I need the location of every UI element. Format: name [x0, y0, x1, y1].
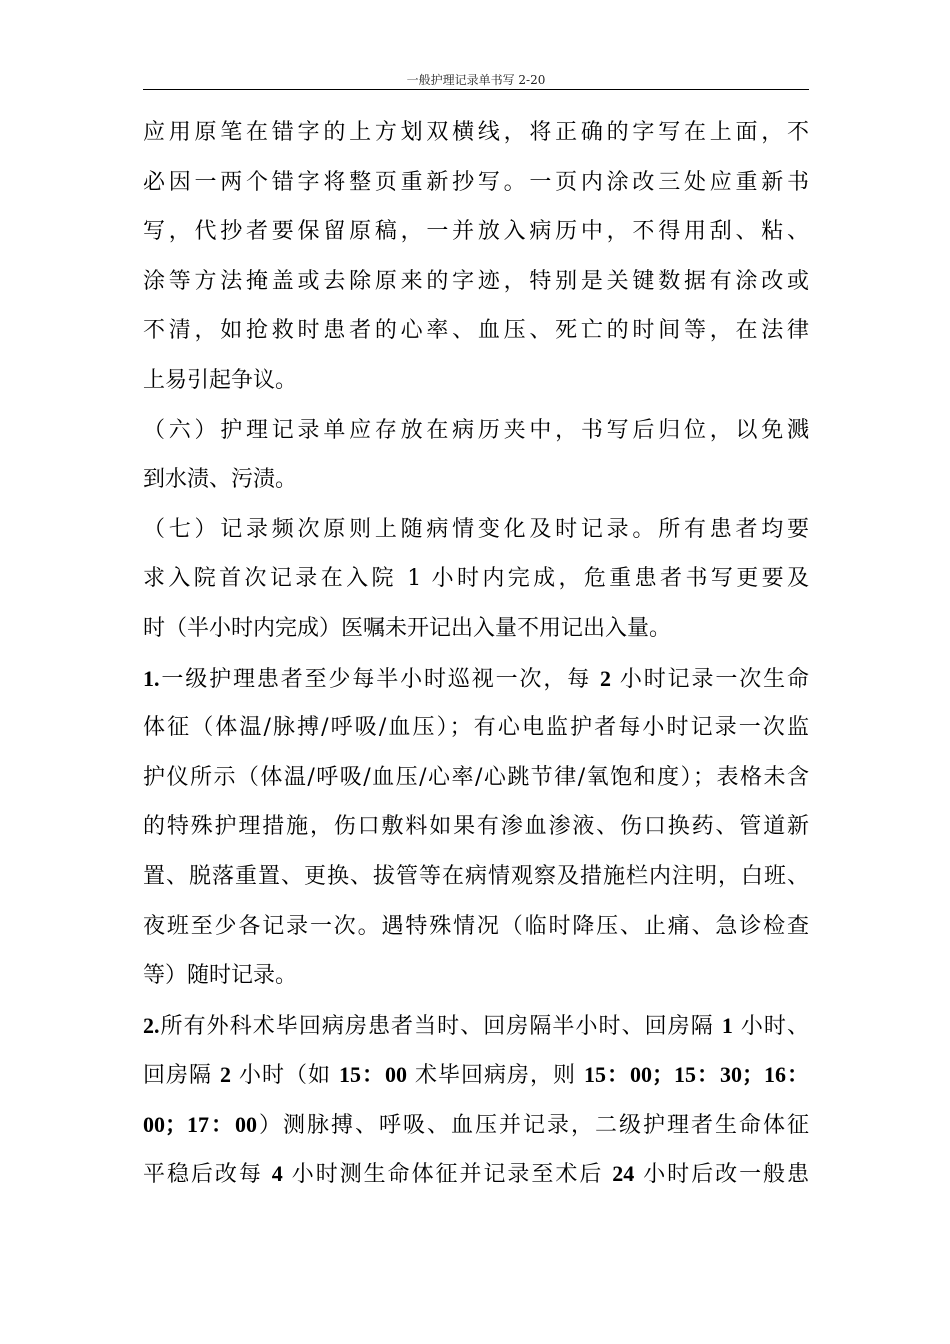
- text-line: 上易引起争议。: [143, 367, 298, 393]
- page-header: 一般护理记录单书写 2-20: [406, 73, 546, 87]
- item1-line: 等）随时记录。: [143, 963, 298, 989]
- text-line: 写，代抄者要保留原稿，一并放入病历中，不得用刮、粘、: [143, 219, 809, 245]
- item1-line: 护仪所示（体温/呼吸/血压/心率/心跳节律/氧饱和度）；表格未含: [143, 764, 809, 790]
- item1-line: 体征（体温/脉搏/呼吸/血压）；有心电监护者每小时记录一次监: [143, 715, 809, 741]
- item2-line: 回房隔 2 小时（如 15：00 术毕回病房，则 15：00；15：30；16：: [143, 1062, 809, 1089]
- section-six-line: 到水渍、污渍。: [143, 467, 298, 493]
- item2-first-line: 2.所有外科术毕回病房患者当时、回房隔半小时、回房隔 1 小时、: [143, 1012, 809, 1039]
- text-line: 应用原笔在错字的上方划双横线，将正确的字写在上面，不: [143, 120, 809, 145]
- item1-line: 的特殊护理措施，伤口敷料如果有渗血渗液、伤口换药、管道新: [143, 814, 809, 840]
- item2-line: 平稳后改每 4 小时测生命体征并记录至术后 24 小时后改一般患: [143, 1161, 809, 1188]
- item1-first-line: 1.一级护理患者至少每半小时巡视一次，每 2 小时记录一次生命: [143, 665, 809, 692]
- text-line: 不清，如抢救时患者的心率、血压、死亡的时间等，在法律: [143, 318, 809, 344]
- item1-line: 置、脱落重置、更换、拔管等在病情观察及措施栏内注明，白班、: [143, 863, 809, 889]
- document-body: [143, 108, 809, 1199]
- item2-line: 00；17：00）测脉搏、呼吸、血压并记录，二级护理者生命体征: [143, 1111, 809, 1138]
- section-seven-line: 求入院首次记录在入院 1 小时内完成，危重患者书写更要及: [143, 566, 809, 592]
- item1-line: 夜班至少各记录一次。遇特殊情况（临时降压、止痛、急诊检查: [143, 913, 809, 939]
- section-seven-line: （七）记录频次原则上随病情变化及时记录。所有患者均要: [143, 516, 809, 542]
- header-divider: [143, 89, 809, 90]
- item2-number: 2.: [143, 1012, 160, 1038]
- text-line: 必因一两个错字将整页重新抄写。一页内涂改三处应重新书: [143, 169, 809, 195]
- text-line: 涂等方法掩盖或去除原来的字迹，特别是关键数据有涂改或: [143, 268, 809, 294]
- item1-number: 1.: [143, 665, 160, 691]
- section-six-line: （六）护理记录单应存放在病历夹中，书写后归位，以免溅: [143, 417, 809, 443]
- section-seven-line: 时（半小时内完成）医嘱未开记出入量不用记出入量。: [143, 615, 672, 641]
